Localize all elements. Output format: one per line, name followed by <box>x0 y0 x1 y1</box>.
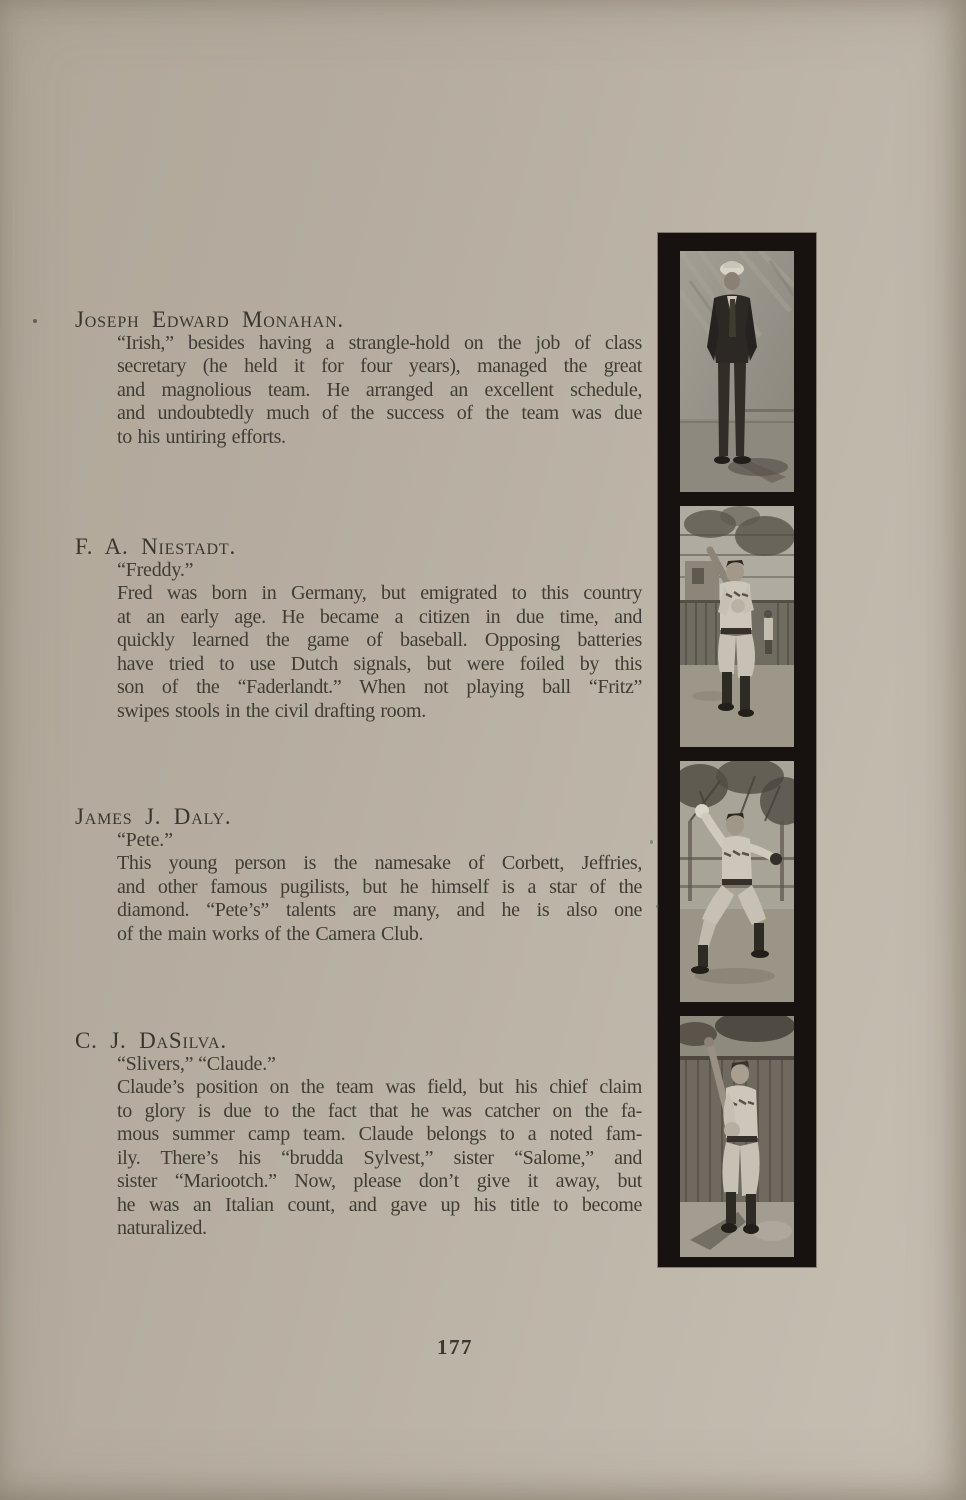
entry-body <box>117 559 642 724</box>
scan-speck <box>33 319 37 323</box>
scan-speck <box>656 905 659 908</box>
nickname-line: “Freddy.” <box>117 558 194 581</box>
page-number: 177 <box>437 1335 473 1359</box>
scan-speck <box>650 840 653 844</box>
photo-batter-upright <box>680 1016 794 1257</box>
entry-dasilva <box>75 1029 642 1241</box>
entry-niestadt <box>75 535 642 723</box>
text-line: sister “Mariootch.” Now, please don’t give it away, but <box>117 1170 642 1192</box>
text-line: and undoubtedly much of the success of the team was due <box>117 402 642 424</box>
text-line: he was an Italian count, and gave up his title to become <box>117 1193 642 1216</box>
batter-upright-illustration <box>680 1016 794 1257</box>
text-line: naturalized. <box>117 1217 207 1239</box>
text-line: Fred was born in Germany, but emigrated to this country <box>117 582 642 604</box>
entry-body <box>117 829 642 947</box>
text-line: This young person is the namesake of Corbett, Jeffries, <box>117 852 642 874</box>
entry-name-dasilva: C. J. DaSilva. <box>75 1028 227 1053</box>
text-line: and magnolious team. He arranged an excellent schedule, <box>117 378 642 401</box>
text-line: of the main works of the Camera Club. <box>117 922 424 945</box>
entry-name-daly: James J. Daly. <box>75 804 232 829</box>
text-line: diamond. “Pete’s” talents are many, and he is also one <box>117 899 642 921</box>
pitcher-throwing-illustration <box>680 761 794 1002</box>
entry-monahan <box>75 308 642 449</box>
text-line: quickly learned the game of baseball. Opposing batteries <box>117 629 642 651</box>
text-line: have tried to use Dutch signals, but were foiled by this <box>117 652 642 675</box>
entry-daly <box>75 805 642 946</box>
nickname-line: “Slivers,” “Claude.” <box>117 1052 276 1075</box>
nickname-line: “Pete.” <box>117 828 173 851</box>
text-line: “Irish,” besides having a strangle-hold on the job of class <box>117 331 642 354</box>
text-line: mous summer camp team. Claude belongs to a noted fam- <box>117 1123 642 1145</box>
text-line: son of the “Faderlandt.” When not playing ball “Fritz” <box>117 676 642 698</box>
text-line: secretary (he held it for four years), managed the great <box>117 355 642 377</box>
text-line: at an early age. He became a citizen in due time, and <box>117 605 642 628</box>
entry-name-niestadt: F. A. Niestadt. <box>75 534 237 559</box>
text-line: and other famous pugilists, but he himself is a star of the <box>117 875 642 898</box>
photo-batter-shoulder <box>680 506 794 747</box>
entry-body <box>117 332 642 450</box>
portrait-suit-illustration <box>680 251 794 492</box>
text-line: to glory is due to the fact that he was catcher on the fa- <box>117 1099 642 1122</box>
text-line: Claude’s position on the team was field, but his chief claim <box>117 1076 642 1098</box>
batter-shoulder-illustration <box>680 506 794 747</box>
text-line: ily. There’s his “brudda Sylvest,” sister “Salome,” and <box>117 1146 642 1169</box>
text-line: to his untiring efforts. <box>117 425 286 448</box>
photo-pitcher-throwing <box>680 761 794 1002</box>
entry-name-monahan: Joseph Edward Monahan. <box>75 307 344 332</box>
photo-strip <box>658 233 816 1267</box>
entry-body <box>117 1053 642 1241</box>
text-line: swipes stools in the civil drafting room. <box>117 699 426 722</box>
photo-portrait-suit <box>680 251 794 492</box>
